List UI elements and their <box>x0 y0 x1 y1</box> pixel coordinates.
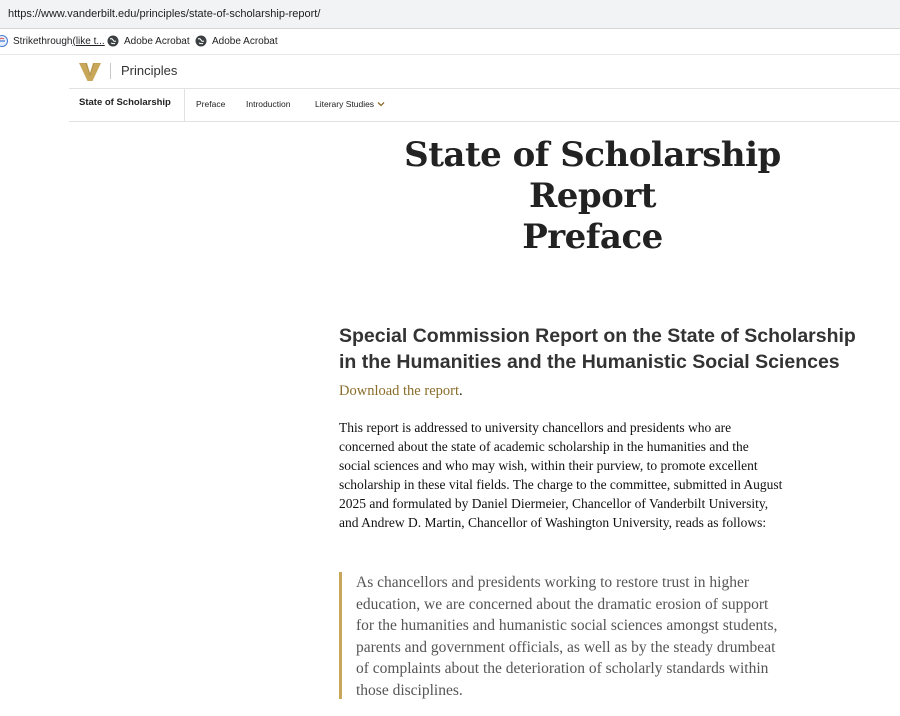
nav-link-introduction[interactable]: Introduction <box>246 99 291 109</box>
url-text[interactable]: https://www.vanderbilt.edu/principles/state-of-scholarship-report/ <box>8 8 321 20</box>
nav-link-preface[interactable]: Preface <box>196 99 226 109</box>
bookmarks-bar <box>0 29 900 55</box>
nav-link-literary-studies-label: Literary Studies <box>315 99 375 109</box>
globe-icon <box>195 35 207 47</box>
nav-dropdown-literary-studies[interactable] <box>315 99 385 109</box>
intro-paragraph <box>339 418 859 532</box>
report-subtitle: Special Commission Report on the State of Scholarship in the Humanities and the Humanistic Social Sciences <box>339 325 856 373</box>
blockquote-accent-bar <box>339 572 342 699</box>
section-nav-current[interactable]: State of Scholarship <box>69 89 185 122</box>
bookmark-label: Adobe Acrobat <box>212 35 278 47</box>
download-suffix: . <box>459 383 463 399</box>
quote-line: for the humanities and humanistic social sciences amongst students, <box>356 617 778 634</box>
intro-line: 2025 and formulated by Daniel Diermeier, Chancellor of Vanderbilt University, <box>339 496 769 511</box>
page-title-line-1: State of Scholarship Report <box>404 135 781 216</box>
quote-line: education, we are concerned about the dramatic erosion of support <box>356 595 769 613</box>
quote-line: As chancellors and presidents working to restore trust in higher <box>356 574 750 591</box>
bookmark-label: Adobe Acrobat <box>124 35 190 47</box>
section-nav <box>69 88 900 122</box>
site-name-link[interactable]: Principles <box>121 63 178 78</box>
quote-line: those disciplines. <box>356 681 463 699</box>
intro-line: social sciences and who may wish, within their purview, to promote excellent <box>339 458 758 473</box>
intro-line: and Andrew D. Martin, Chancellor of Washington University, reads as follows: <box>339 515 767 530</box>
page-title <box>340 135 845 258</box>
charge-blockquote <box>356 572 856 701</box>
globe-icon <box>107 35 119 47</box>
bookmark-strikethrough[interactable] <box>0 35 105 47</box>
bookmark-label-underlined: (like t... <box>72 35 105 47</box>
download-report-link[interactable]: Download the report <box>339 383 459 399</box>
address-bar[interactable] <box>0 0 900 29</box>
bookmark-adobe-acrobat[interactable] <box>107 35 190 47</box>
download-paragraph <box>339 383 463 400</box>
bookmark-label: Strikethrough <box>13 35 73 47</box>
page-title-line-2: Preface <box>522 217 663 257</box>
quote-line: parents and government officials, as well as by the steady drumbeat <box>356 638 776 656</box>
intro-line: scholarship in these vital fields. The charge to the committee, submitted in August <box>339 477 783 492</box>
intro-line: concerned about the state of academic scholarship in the humanities and the <box>339 439 749 454</box>
strikethrough-site-icon <box>0 35 8 47</box>
intro-line: This report is addressed to university chancellors and presidents who are <box>339 420 732 435</box>
chevron-down-icon <box>377 101 385 107</box>
bookmark-adobe-acrobat[interactable] <box>195 35 278 47</box>
quote-line: of complaints about the deterioration of scholarly standards within <box>356 660 769 677</box>
vanderbilt-v-logo[interactable] <box>79 63 101 81</box>
logo-divider <box>110 63 111 79</box>
